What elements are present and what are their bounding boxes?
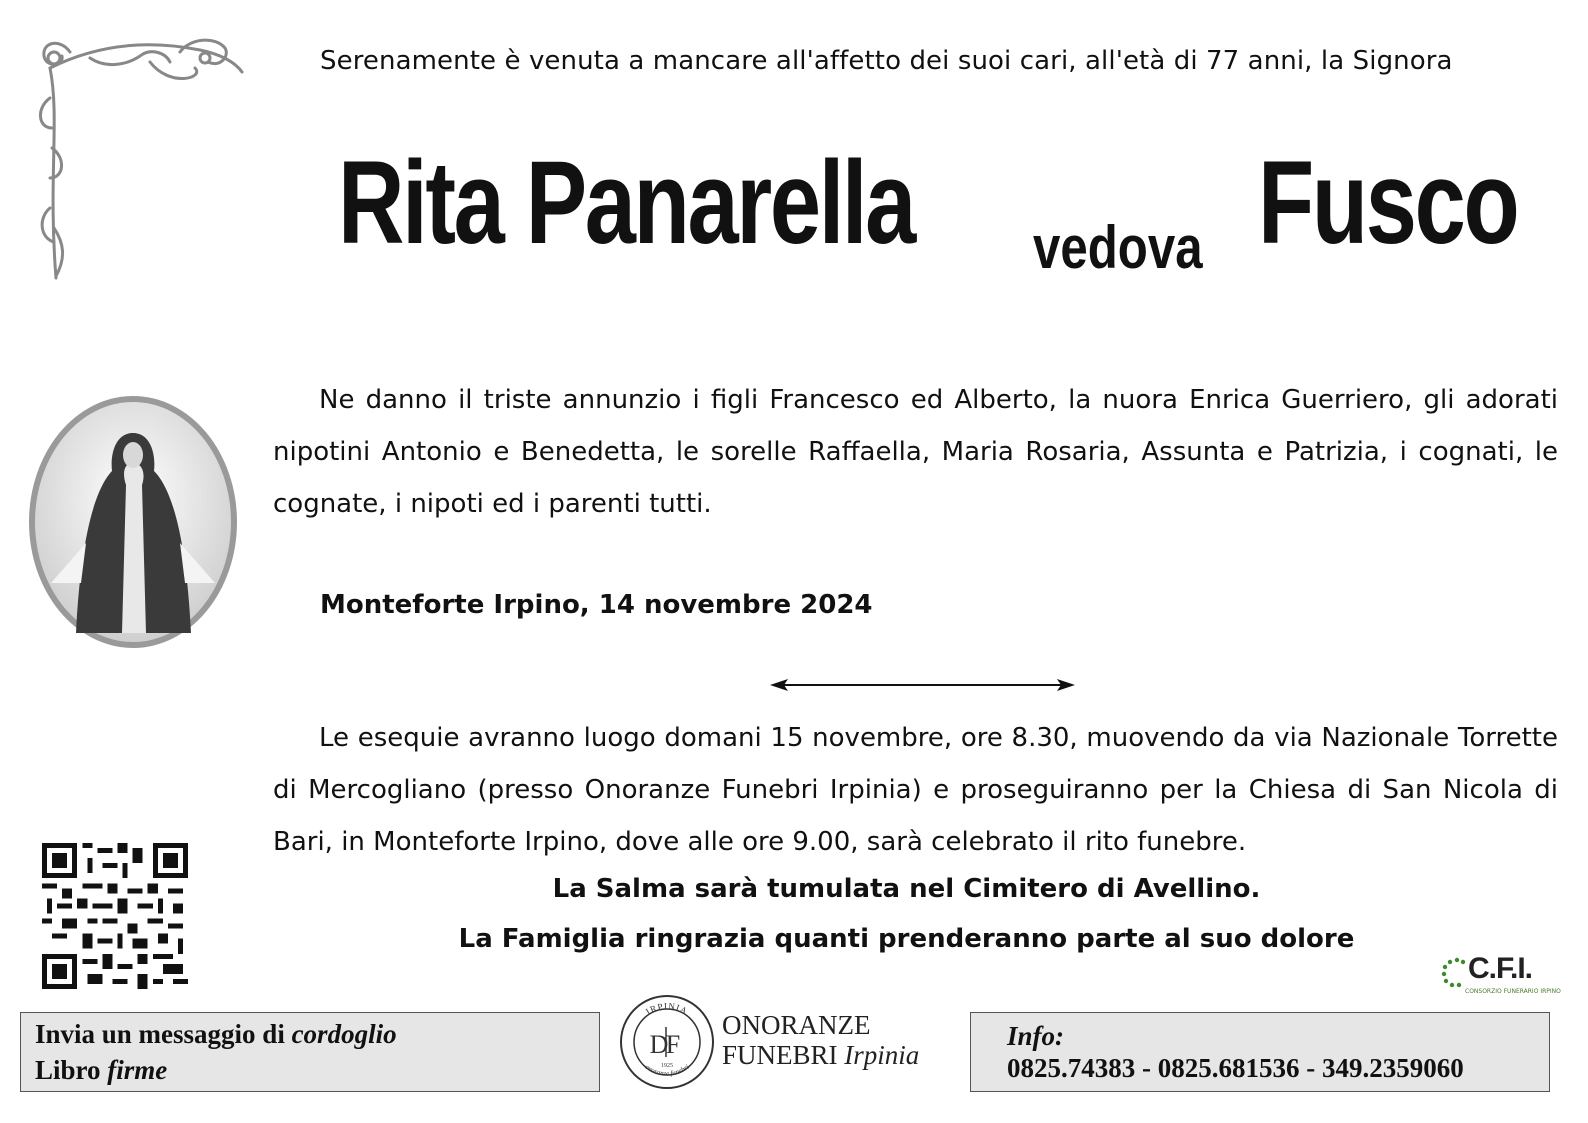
info-label: Info: xyxy=(1007,1021,1065,1051)
madonna-image-icon xyxy=(26,393,240,651)
seal-top-text: IRPINIA xyxy=(643,1000,690,1017)
thanks-text: La Famiglia ringrazia quanti prenderanno parte al suo dolore xyxy=(458,924,1355,954)
cfi-logo-text: C.F.I. xyxy=(1468,952,1533,985)
funeral-text: Le esequie avranno luogo domani 15 novembre, ore 8.30, muovendo da via Nazionale Torrette di Mercogliano (presso Onoranze Funebri Irpinia) e proseguiranno per la Chiesa di San Nicola di Bari, in Monteforte Irpino, dove alle ore 9.00, sarà celebrato il rito funebre. xyxy=(273,723,1558,857)
corner-flourish-icon xyxy=(30,28,250,288)
announcement-paragraph xyxy=(273,374,1558,530)
seal-bottom-text: onoranze funebri xyxy=(643,1062,691,1078)
svg-text:F: F xyxy=(665,1030,681,1059)
company-seal-icon xyxy=(618,993,716,1091)
announcement-text: Ne danno il triste annunzio i figli Francesco ed Alberto, la nuora Enrica Guerriero, gli adorati nipotini Antonio e Benedetta, le sorelle Raffaella, Maria Rosaria, Assunta e Patrizia, i cognati, le cognate, i nipoti ed i parenti tutti. xyxy=(273,385,1558,519)
company-name xyxy=(722,1010,919,1070)
name-first-part: Rita Panarella xyxy=(338,137,915,269)
deceased-name xyxy=(338,135,1518,310)
cfi-logo-subtitle: CONSORZIO FUNERARIO IRPINO xyxy=(1465,988,1561,995)
condolence-link[interactable]: Invia un messaggio di cordoglio xyxy=(35,1019,397,1049)
svg-text:D: D xyxy=(649,1030,669,1059)
name-connector: vedova xyxy=(1033,214,1203,281)
place-date: Monteforte Irpino, 14 novembre 2024 xyxy=(320,590,873,620)
seal-year: 1925 xyxy=(661,1063,673,1069)
info-phones[interactable]: 0825.74383 - 0825.681536 - 349.2359060 xyxy=(1007,1053,1464,1083)
company-name-line2: FUNEBRI Irpinia xyxy=(722,1040,920,1070)
name-married-surname: Fusco xyxy=(1258,137,1518,269)
info-box xyxy=(970,1012,1550,1092)
condolence-box[interactable] xyxy=(20,1012,600,1092)
guestbook-link[interactable]: Libro firme xyxy=(35,1055,168,1085)
funeral-paragraph xyxy=(273,712,1558,868)
intro-text: Serenamente è venuta a mancare all'affetto dei suoi cari, all'età di 77 anni, la Signora xyxy=(320,46,1453,76)
qr-code-icon[interactable] xyxy=(42,843,188,989)
burial-text: La Salma sarà tumulata nel Cimitero di Avellino. xyxy=(552,874,1261,904)
company-name-line1: ONORANZE xyxy=(722,1010,871,1040)
double-arrow-icon xyxy=(770,674,1075,696)
